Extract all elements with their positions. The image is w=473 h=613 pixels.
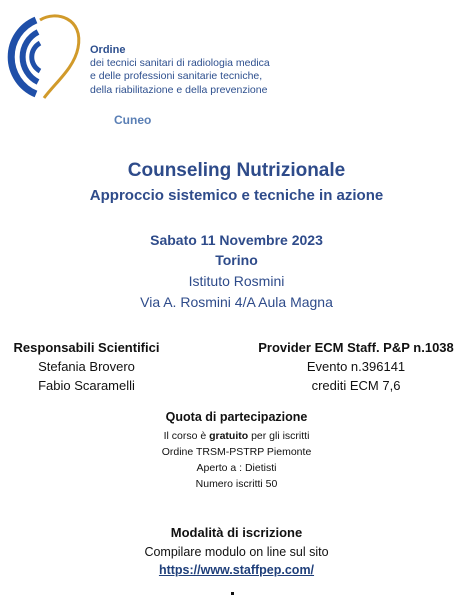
provider-heading: Provider ECM Staff. P&P n.1038 (258, 340, 454, 355)
event-address: Via A. Rosmini 4/A Aula Magna (140, 294, 333, 310)
provider-evento: Evento n.396141 (306, 359, 406, 374)
provider-crediti: crediti ECM 7,6 (311, 378, 401, 393)
logo-heart-outline (40, 16, 79, 98)
org-name-line: della riabilitazione e della prevenzione (90, 83, 268, 96)
registration-link[interactable]: https://www.staffpep.com/ (158, 563, 315, 577)
provider-section (248, 338, 464, 395)
org-name (90, 44, 270, 97)
order-logo (4, 14, 84, 100)
quota-line: Ordine TRSM-PSTRP Piemonte (161, 446, 312, 458)
logo-arc-3 (32, 43, 40, 71)
modalita-heading: Modalità di iscrizione (170, 525, 303, 540)
event-title: Counseling Nutrizionale (127, 160, 346, 181)
quota-line-text: per gli iscritti (248, 430, 310, 442)
event-date: Sabato 11 Novembre 2023 (150, 232, 323, 248)
event-subtitle: Approccio sistemico e tecniche in azione (89, 187, 384, 204)
quota-line: Numero iscritti 50 (195, 478, 278, 490)
quota-line: Aperto a : Dietisti (196, 462, 277, 474)
org-name-line: Ordine (90, 44, 126, 56)
quota-line-text: Il corso è (163, 430, 210, 442)
event-city: Torino (215, 252, 258, 268)
responsabile-name: Stefania Brovero (38, 359, 135, 374)
event-venue: Istituto Rosmini (188, 273, 285, 289)
modalita-text: Compilare modulo on line sul sito (144, 545, 329, 559)
trailing-dot (231, 592, 234, 595)
responsabili-heading: Responsabili Scientifici (13, 340, 160, 355)
quota-free-label: gratuito (209, 430, 249, 442)
quota-line (0, 430, 473, 442)
quota-heading: Quota di partecipazione (165, 410, 308, 424)
responsabili-section (4, 338, 169, 395)
org-name-line: dei tecnici sanitari di radiologia medica (90, 57, 270, 70)
org-name-line: e delle professioni sanitarie tecniche, (90, 70, 263, 83)
org-city: Cuneo (114, 113, 152, 127)
responsabile-name: Fabio Scaramelli (38, 378, 135, 393)
